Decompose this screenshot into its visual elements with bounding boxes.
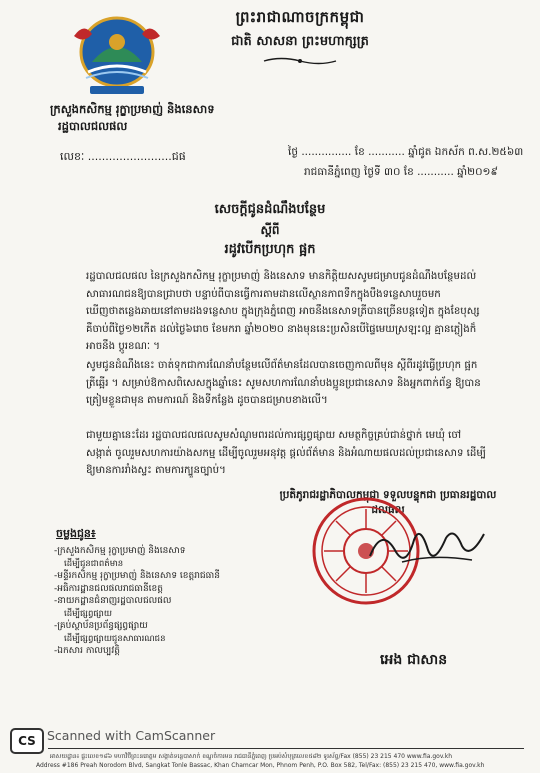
footer-address-khmer: អាសយដ្ឋាន៖ ផ្ទះលេខ១៨៦ មហាវិថីព្រះនរោត្តម សង្កាត់ទន្លេបាសាក់ ខណ្ឌចំការមន រាជធានីភ្នំពេញ ប្រអប់សំបុត្រលេខ៥៨២ ទូរស័ព្ទ/Fax (855) 23 215 470 www.fia.gov.kh: [50, 753, 453, 760]
ministry-logo-icon: [62, 14, 172, 96]
document-title: សេចក្ដីជូនដំណឹងបន្ថែម: [214, 202, 326, 217]
cc-item: -អធិការដ្ឋានជលផលរាជធានីខេត្ត: [54, 583, 163, 594]
national-motto: ជាតិ សាសនា ព្រះមហាក្សត្រ: [231, 34, 369, 49]
footer-divider: [48, 748, 524, 749]
department-name: រដ្ឋបាលជលផល: [58, 119, 128, 133]
cc-list: [54, 545, 254, 658]
signatory-name: អេង ជាសាន: [380, 652, 448, 668]
footer-address-english: Address #186 Preah Norodom Blvd, Sangkat Tonle Bassac, Khan Chamcar Mon, Phnom Penh, P.O. Box 582, Tel/Fax: (855) 23 215 470, www.fia.gov.kh: [36, 762, 485, 769]
cc-item: ដើម្បីផ្សព្វផ្សាយ: [64, 608, 112, 619]
lunar-date: ថ្ងៃ ............... ខែ ........... ឆ្នាំជូត ឯកស័ក ព.ស.២៥៦៣: [288, 146, 524, 158]
cc-item: ដើម្បីជូនជាពត៌មាន: [64, 558, 124, 569]
scanner-watermark: Scanned with CamScanner: [47, 728, 216, 743]
document-subject: រដូវបើកប្រហុក ផ្អក: [224, 242, 316, 257]
document-title-about: ស្ដីពី: [260, 223, 280, 237]
cc-item: ដើម្បីផ្សព្វផ្សាយជូនសាធារណជន: [64, 633, 166, 644]
kingdom-heading: ព្រះរាជាណាចក្រកម្ពុជា: [235, 8, 365, 26]
signatory-title: ប្រតិភូរាជរដ្ឋាភិបាលកម្ពុជា ទទួលបន្ទុកជា ប្រធានរដ្ឋបាលជលផល: [279, 489, 497, 516]
cc-item: -ឯកសារ កាលប្បវត្តិ: [54, 646, 120, 656]
body-paragraph-2: សូមជូនដំណឹងនេះ ចាត់ទុកជាការណែនាំបន្ថែមលើព័ត៌មានដែលបានចេញកាលពីមុន ស្ដីពីរដូវធ្វើប្រហុក ផ្អក ត្រីឆ្អើរ ។ សម្រាប់ឱកាសពិសេសក្នុងឆ្នាំនេះ សូមសហការណែនាំបងប្អូនប្រជានេសាទ និងអ្នកពាក់ព័ន្ធ ឱ្យបានត្រៀមខ្លួនជាមុន តាមការណ៍ និងទីកន្លែង ដូចបានជម្រាបខាងលើ។: [86, 360, 481, 407]
cc-item: -នាយកដ្ឋានជំនាញរដ្ឋបាលជលផល: [54, 596, 172, 606]
body-paragraph-1: រដ្ឋបាលជលផល នៃក្រសួងកសិកម្ម រុក្ខាប្រមាញ់ និងនេសាទ មានកិត្តិយសសូមជម្រាបជូនដំណឹងបន្ថែមដល់សាធារណជនឱ្យបានជ្រាបថា បន្ទាប់ពីបានធ្វើការតាមដានលើស្ថានភាពទឹកក្នុងបឹងទន្លេសាបរួចមក ឃើញថាតន្លេងឆាយនៅតាមដងទន្លេសាប ក្នុងក្រុងភ្នំពេញ អាចនឹងនេសាទត្រីបានច្រើនបន្តទៀត ក្នុងខែបុស្ស គឺចាប់ពីថ្ងៃ១២កើត ដល់ថ្ងៃ៦រោច ខែមករា ឆ្នាំ២០២០ នាងមុននេះប្រសិនបើផ្ទៃមេឃស្រឡះល្អ គ្មានភ្លៀងក៏អាចនឹង ប្ដូរខណៈ ។: [86, 271, 480, 353]
reference-number: លេខៈ ........................ជផ: [60, 150, 186, 163]
cc-item: -មន្ទីរកសិកម្ម រុក្ខាប្រមាញ់ និងនេសាទ ខេត្តរាជធានី: [54, 571, 220, 581]
cc-item: -ក្រសួងកសិកម្ម រុក្ខាប្រមាញ់ និងនេសាទ: [54, 546, 186, 556]
ministry-name: ក្រសួងកសិកម្ម រុក្ខាប្រមាញ់ និងនេសាទ: [50, 102, 215, 116]
handwritten-signature-icon: [362, 516, 492, 576]
body-paragraph-3: ជាមួយគ្នានេះដែរ រដ្ឋបាលជលផលសូមសំណូមពរដល់ការផ្សព្វផ្សាយ សមត្ថកិច្ចគ្រប់ជាន់ថ្នាក់ មេឃុំ ចៅសង្កាត់ ចូលរួមសហការយ៉ាងសកម្ម ដើម្បីចូលរួមអនុវត្ត ផ្ដល់ព័ត៌មាន និងអំណាយផលដល់ប្រជានេសាទ ដើម្បីឱ្យមានការរាំងស្ទះ តាមការក្បួនច្បាប់។: [86, 430, 486, 477]
solar-date: រាជធានីភ្នំពេញ ថ្ងៃទី ៣០ ខែ ........... ឆ្នាំ២០១៩: [304, 166, 498, 178]
camscanner-badge-icon: CS: [10, 728, 44, 754]
ornament-divider-icon: [262, 56, 338, 66]
cc-item: -គ្រប់ស្ថាប័នប្រព័ន្ធផ្សព្វផ្សាយ: [54, 621, 148, 631]
cc-heading: ចម្លងជូន៖: [56, 527, 96, 540]
